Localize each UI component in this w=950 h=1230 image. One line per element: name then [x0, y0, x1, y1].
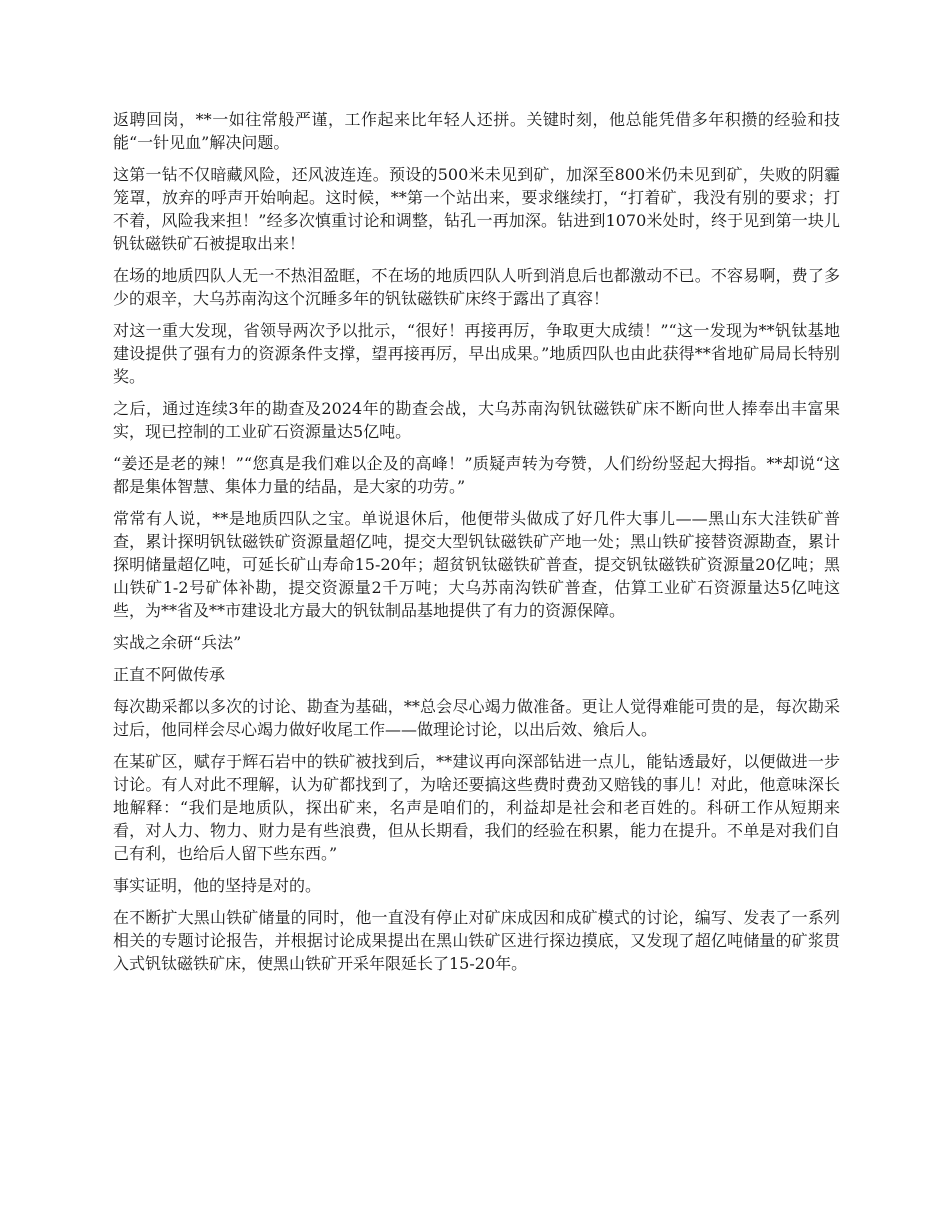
section-heading-tactics: 实战之余研“兵法”	[113, 633, 242, 652]
paragraph-leadership-instruction: 对这一重大发现，省领导两次予以批示，“很好！再接再厉，争取更大成绩！”“这一发现为**钒钛基地建设提供了强有力的资源条件支撑，望再接再厉，早出成果。”地质四队也由此获得**省地矿局局长特别奖。	[113, 321, 840, 386]
document-body	[113, 108, 840, 984]
paragraph-research-outcome: 在不断扩大黑山铁矿储量的同时，他一直没有停止对矿床成因和成矿模式的讨论，编写、发表了一系列相关的专题讨论报告，并根据讨论成果提出在黑山铁矿区进行探边摸底，又发现了超亿吨储量的矿浆贯入式钒钛磁铁矿床，使黑山铁矿开采年限延长了15-20年。	[113, 908, 840, 973]
paragraph-deep-drilling: 在某矿区，赋存于辉石岩中的铁矿被找到后，**建议再向深部钻进一点儿，能钻透最好，以便做进一步讨论。有人对此不理解，认为矿都找到了，为啥还要搞这些费时费劲又赔钱的事儿！对此，他意味深长地解释：“我们是地质队，探出矿来，名声是咱们的，利益却是社会和老百姓的。科研工作从短期来看，对人力、物力、财力是有些浪费，但从长期看，我们的经验在积累，能力在提升。不单是对我们自己有利，也给后人留下些东西。”	[113, 752, 840, 863]
section-heading-legacy: 正直不阿做传承	[113, 665, 226, 684]
paragraph-team-emotion: 在场的地质四队人无一不热泪盈眶，不在场的地质四队人听到消息后也都激动不已。不容易啊，费了多少的艰辛，大乌苏南沟这个沉睡多年的钒钛磁铁矿床终于露出了真容！	[113, 266, 840, 308]
paragraph-proven-right: 事实证明，他的坚持是对的。	[113, 876, 322, 895]
paragraph-preparation: 每次勘采都以多次的讨论、勘查为基础，**总会尽心竭力做准备。更让人觉得难能可贵的是，每次勘采过后，他同样会尽心竭力做好收尾工作——做理论讨论，以出后效、飨后人。	[113, 697, 840, 739]
paragraph-achievements: 常常有人说，**是地质四队之宝。单说退休后，他便带头做成了好几件大事儿——黑山东大洼铁矿普查，累计探明钒钛磁铁矿资源量超亿吨，提交大型钒钛磁铁矿产地一处；黑山铁矿接替资源勘查，累计探明储量超亿吨，可延长矿山寿命15-20年；超贫钒钛磁铁矿普查，提交钒钛磁铁矿资源量20亿吨；黑山铁矿1-2号矿体补勘，提交资源量2千万吨；大乌苏南沟铁矿普查，估算工业矿石资源量达5亿吨这些，为**省及**市建设北方最大的钒钛制品基地提供了有力的资源保障。	[113, 509, 840, 620]
paragraph-praise: “姜还是老的辣！”“您真是我们难以企及的高峰！”质疑声转为夸赞，人们纷纷竖起大拇指。**却说“这都是集体智慧、集体力量的结晶，是大家的功劳。”	[113, 454, 840, 496]
paragraph-first-drill: 这第一钻不仅暗藏风险，还风波连连。预设的500米未见到矿，加深至800米仍未见到矿，失败的阴霾笼罩，放弃的呼声开始响起。这时候，**第一个站出来，要求继续打，“打着矿，我没有别的要求；打不着，风险我来担！”经多次慎重讨论和调整，钻孔一再加深。钻进到1070米处时，终于见到第一块儿钒钛磁铁矿石被提取出来！	[113, 165, 840, 253]
paragraph-rehired: 返聘回岗，**一如往常般严谨，工作起来比年轻人还拼。关键时刻，他总能凭借多年积攒的经验和技能“一针见血”解决问题。	[113, 110, 840, 152]
paragraph-survey-results: 之后，通过连续3年的勘查及2024年的勘查会战，大乌苏南沟钒钛磁铁矿床不断向世人捧奉出丰富果实，现已控制的工业矿石资源量达5亿吨。	[113, 399, 840, 441]
